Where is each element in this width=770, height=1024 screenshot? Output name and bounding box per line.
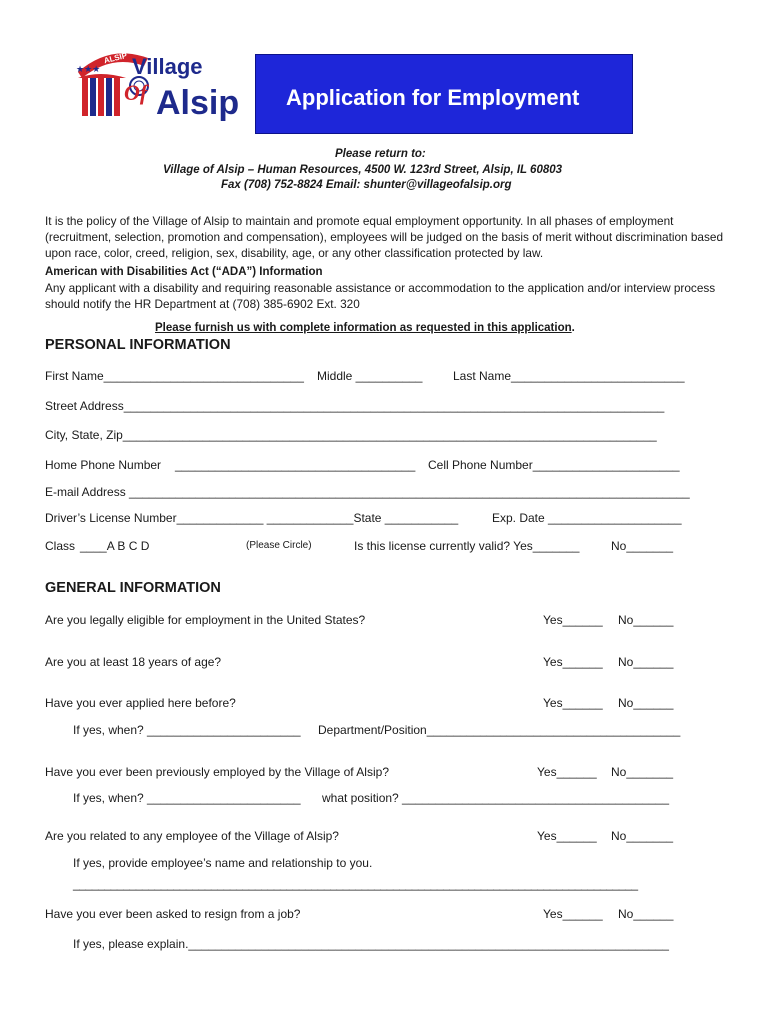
resign-no[interactable]: No______ [618, 907, 674, 921]
license-valid-question[interactable]: Is this license currently valid? Yes_______ [354, 539, 580, 553]
eligible-no[interactable]: No______ [618, 613, 674, 627]
return-line-3: Fax (708) 752-8824 Email: shunter@villageofalsip.org [221, 179, 512, 191]
email-field[interactable]: E-mail Address ____________________________________________________________________________________ [45, 485, 690, 499]
question-age-18: Are you at least 18 years of age? [45, 655, 222, 669]
eligible-yes[interactable]: Yes______ [543, 613, 603, 627]
age-yes[interactable]: Yes______ [543, 655, 603, 669]
question-eligible: Are you legally eligible for employment in the United States? [45, 613, 366, 627]
logo-village-text: Village [132, 54, 203, 79]
city-state-zip-field[interactable]: City, State, Zip________________________________________________________________________________ [45, 428, 657, 442]
related-no[interactable]: No_______ [611, 829, 674, 843]
employed-yes[interactable]: Yes______ [537, 765, 597, 779]
page-title: Application for Employment [286, 85, 580, 110]
furnish-notice: Please furnish us with complete information as requested in this application. [155, 322, 575, 334]
furnish-notice-text: Please furnish us with complete information as requested in this application [155, 322, 572, 334]
eeo-policy-text: It is the policy of the Village of Alsip to maintain and promote equal employment opportunity. In all phases of employment (recruitment, selection, promotion and compensation), employees will be judged on the basis of merit without discrimination based upon race, color, creed, religion, sex, disability, age, or any other classification protected by law. [45, 214, 724, 260]
ada-heading: American with Disabilities Act (“ADA”) Information [45, 266, 323, 278]
return-line-1: Please return to: [335, 148, 426, 160]
question-related-employee: Are you related to any employee of the Village of Alsip? [45, 829, 339, 843]
applied-no[interactable]: No______ [618, 696, 674, 710]
employed-when-field[interactable]: If yes, when? _______________________ [73, 791, 301, 805]
ada-body: Any applicant with a disability and requiring reasonable assistance or accommodation to the application and/or interview process should notify the HR Department at (708) 385-6902 Ext. 320 [45, 281, 716, 311]
drivers-license-field[interactable]: Driver’s License Number_____________ _____________State ___________ [45, 511, 459, 525]
exp-date-field[interactable]: Exp. Date ____________________ [492, 511, 682, 525]
title-banner [255, 54, 633, 134]
general-info-heading: GENERAL INFORMATION [45, 580, 221, 596]
question-asked-to-resign: Have you ever been asked to resign from a job? [45, 907, 301, 921]
first-name-field[interactable]: First Name______________________________ [45, 369, 304, 383]
class-options[interactable]: ____A B C D [80, 539, 150, 553]
license-valid-no[interactable]: No_______ [611, 539, 674, 553]
middle-name-field[interactable]: Middle __________ [317, 369, 423, 383]
related-provide-label: If yes, provide employee’s name and relationship to you. [73, 856, 373, 870]
resign-explain-field[interactable]: If yes, please explain.________________________________________________________________________ [73, 937, 669, 951]
return-line-2: Village of Alsip – Human Resources, 4500 W. 123rd Street, Alsip, IL 60803 [163, 164, 563, 176]
svg-text:★★★: ★★★ [76, 65, 101, 75]
related-detail-field[interactable]: __________________________________________________________________________________________ [73, 877, 638, 891]
personal-info-heading: PERSONAL INFORMATION [45, 337, 231, 353]
employed-no[interactable]: No_______ [611, 765, 674, 779]
applied-when-field[interactable]: If yes, when? _______________________ [73, 723, 301, 737]
last-name-field[interactable]: Last Name__________________________ [453, 369, 685, 383]
age-no[interactable]: No______ [618, 655, 674, 669]
question-previously-employed: Have you ever been previously employed by the Village of Alsip? [45, 765, 389, 779]
svg-text:ALSIP: ALSIP [102, 50, 129, 66]
applied-yes[interactable]: Yes______ [543, 696, 603, 710]
employed-position-field[interactable]: what position? ________________________________________ [322, 791, 670, 805]
logo-graphic [70, 42, 240, 122]
resign-yes[interactable]: Yes______ [543, 907, 603, 921]
related-yes[interactable]: Yes______ [537, 829, 597, 843]
street-address-field[interactable]: Street Address_________________________________________________________________________________ [45, 399, 665, 413]
applied-department-field[interactable]: Department/Position______________________________________ [318, 723, 681, 737]
question-applied-before: Have you ever applied here before? [45, 696, 236, 710]
class-label: Class [45, 539, 76, 553]
logo-alsip-text: Alsip [156, 84, 240, 122]
home-phone-field[interactable]: ____________________________________ [175, 458, 416, 472]
please-circle-note: (Please Circle) [246, 540, 312, 551]
home-phone-label: Home Phone Number [45, 458, 162, 472]
village-logo [70, 42, 240, 122]
cell-phone-field[interactable]: Cell Phone Number______________________ [428, 458, 680, 472]
logo-of-text: Of [124, 80, 148, 105]
